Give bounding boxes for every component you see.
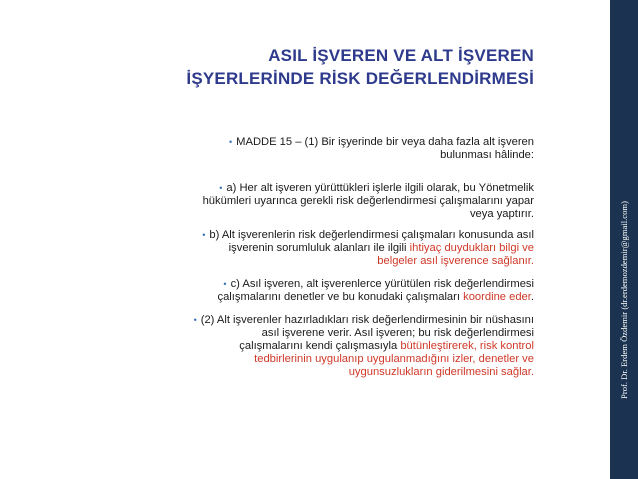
highlight-text: belgeler asıl işverence sağlanır. — [377, 255, 534, 267]
slide-title — [100, 44, 534, 90]
highlight-text: ihtiyaç duydukları bilgi ve — [409, 242, 534, 254]
author-credit: Prof. Dr. Erdem Özdemir (dr.erdemozdemir@gmail.com) — [619, 201, 629, 399]
highlight-text: uygunsuzlukların giderilmesini sağlar. — [348, 366, 534, 378]
title-line-2: İŞYERLERİNDE RİSK DEĞERLENDİRMESİ — [186, 69, 534, 88]
highlight-text: koordine eder — [463, 291, 531, 303]
slide-body — [112, 136, 534, 379]
bullet-icon: • — [202, 230, 206, 240]
bullet-icon: • — [193, 315, 197, 325]
bullet-icon: • — [219, 183, 223, 193]
bullet-icon: • — [223, 279, 227, 289]
paragraph-b: • b) Alt işverenlerin risk değerlendirmesi çalışmaları konusunda asıl işverenin sorumluluk alanları ile ilgili ihtiyaç duydukları bilgi ve belgeler asıl işverence sağlanır. — [112, 229, 534, 268]
title-line-1: ASIL İŞVEREN VE ALT İŞVEREN — [268, 46, 534, 65]
paragraph-2: • (2) Alt işverenler hazırladıkları risk değerlendirmesinin bir nüshasını asıl işverene verir. Asıl işveren; bu risk değerlendirmesi çalışmalarını kendi çalışmasıyla bütünleştirerek, risk kontrol tedbirlerinin uygulanıp uygulanmadığını izler, denetler ve uygunsuzlukların giderilmesini sağlar. — [104, 314, 534, 379]
bullet-icon: • — [229, 137, 233, 147]
highlight-text: tedbirlerinin uygulanıp uygulanmadığını izler, denetler ve — [254, 353, 534, 365]
paragraph-a: • a) Her alt işveren yürüttükleri işlerle ilgili olarak, bu Yönetmelik hükümleri uyarınca gerekli risk değerlendirmesi çalışmalarını yapar veya yaptırır. — [202, 182, 534, 220]
paragraph-c: • c) Asıl işveren, alt işverenlerce yürütülen risk değerlendirmesi çalışmalarını denetler ve bu konudaki çalışmaları koordine eder. — [217, 278, 534, 303]
sidebar-band — [610, 0, 638, 479]
highlight-text: bütünleştirerek, risk kontrol — [400, 340, 534, 352]
paragraph-madde-15: • MADDE 15 – (1) Bir işyerinde bir veya daha fazla alt işveren bulunması hâlinde: — [229, 136, 534, 161]
